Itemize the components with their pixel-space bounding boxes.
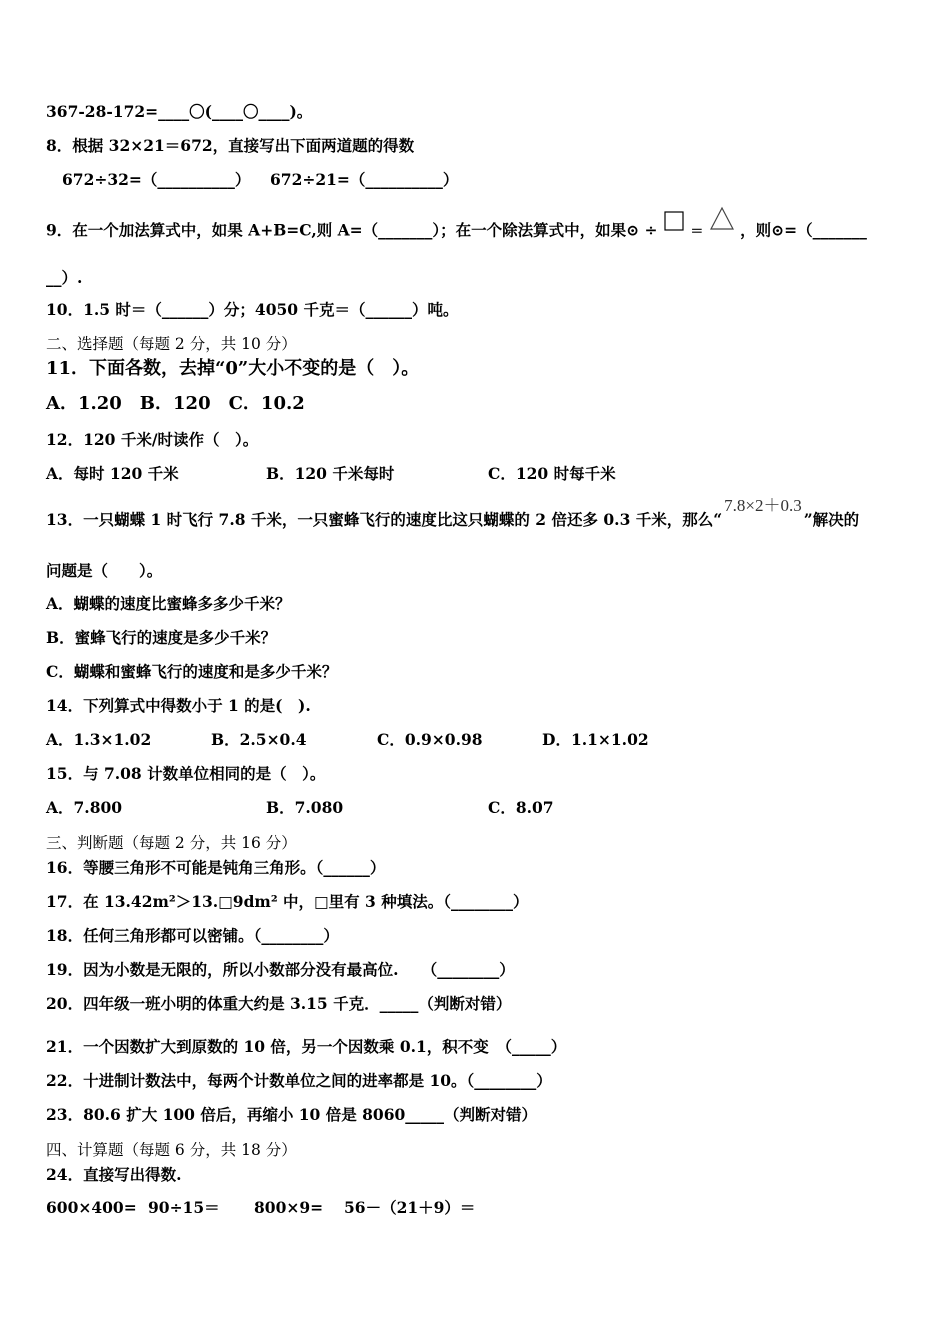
- option-15b-text: B．7.080: [266, 798, 344, 817]
- triangle-icon: [709, 216, 735, 247]
- option-13b-text: B．蜜蜂飞行的速度是多少千米？: [46, 628, 277, 647]
- option-15b: [266, 798, 343, 818]
- option-14a-text: A．1.3×1.02: [46, 730, 152, 749]
- option-15a: [46, 798, 122, 818]
- option-14a: [46, 730, 151, 750]
- question-9-text: 9．在一个加法算式中，如果 A+B=C,则 A=（_______）；在一个除法算式中，如果⊙ ÷: [46, 220, 658, 240]
- question-12: [46, 430, 258, 450]
- option-12c-text: C．120 时每千米: [488, 464, 616, 483]
- question-23-text: 23．80.6 扩大 100 倍后，再缩小 10 倍是 8060_____（判断对错）: [46, 1105, 538, 1124]
- question-21-text: 21．一个因数扩大到原数的 10 倍，另一个因数乘 0.1，积不变 （_____）: [46, 1037, 567, 1056]
- section-3-text: 三、判断题（每题 2 分，共 16 分）: [46, 834, 297, 852]
- question-9-cont-text: __）.: [46, 268, 83, 287]
- option-12b-text: B．120 千米每时: [266, 464, 395, 483]
- calc-item-b-text: 90÷15＝: [148, 1198, 220, 1217]
- question-10: [46, 300, 458, 320]
- option-13c-text: C．蝴蝶和蜜蜂飞行的速度和是多少千米？: [46, 662, 338, 681]
- option-15a-text: A．7.800: [46, 798, 123, 817]
- option-12b: [266, 464, 394, 484]
- option-14d: [542, 730, 649, 750]
- option-15c-text: C．8.07: [488, 798, 554, 817]
- question-20: [46, 994, 511, 1014]
- square-icon: [663, 218, 685, 245]
- question-19: [46, 960, 515, 980]
- calc-item-d: [344, 1198, 475, 1218]
- question-10-text: 10．1.5 时＝（______）分；4050 千克＝（______）吨。: [46, 300, 459, 319]
- option-14d-text: D．1.1×1.02: [542, 730, 649, 749]
- question-13-cont-text: 问题是（ ）。: [46, 561, 163, 580]
- calc-item-a: [46, 1198, 137, 1218]
- section-4-heading: [46, 1140, 297, 1160]
- question-8-text: 8．根据 32×21＝672，直接写出下面两道题的得数: [46, 136, 415, 155]
- section-4-text: 四、计算题（每题 6 分，共 18 分）: [46, 1141, 297, 1159]
- question-13: [46, 496, 860, 530]
- option-14b-text: B．2.5×0.4: [211, 730, 307, 749]
- option-13b: [46, 628, 276, 648]
- question-24-text: 24．直接写出得数.: [46, 1165, 182, 1184]
- section-3-heading: [46, 833, 297, 853]
- question-16: [46, 858, 385, 878]
- option-15c: [488, 798, 554, 818]
- question-22-text: 22．十进制计数法中，每两个计数单位之间的进率都是 10。（________）: [46, 1071, 552, 1090]
- question-12-text: 12．120 千米/时读作（ ）。: [46, 430, 259, 449]
- calc-item-a-text: 600×400=: [46, 1198, 137, 1217]
- question-15-text: 15．与 7.08 计数单位相同的是（ ）。: [46, 764, 326, 783]
- calc-item-d-text: 56－（21＋9）＝: [344, 1198, 476, 1217]
- question-9-continuation: [46, 268, 82, 288]
- question-21: [46, 1037, 566, 1057]
- expression-text: 367-28-172=____〇(____〇____)。: [46, 102, 313, 121]
- option-12a-text: A．每时 120 千米: [46, 464, 179, 483]
- option-13a: [46, 594, 291, 614]
- calc-item-b: [148, 1198, 220, 1218]
- question-14: [46, 696, 311, 716]
- question-13-continuation: [46, 561, 162, 581]
- q8-blank-b-text: 672÷21=（__________）: [270, 170, 459, 189]
- option-13c: [46, 662, 337, 682]
- section-2-text: 二、选择题（每题 2 分，共 10 分）: [46, 335, 297, 353]
- question-24: [46, 1165, 181, 1185]
- question-11-text: 11．下面各数，去掉“0”大小不变的是（ ）。: [46, 358, 420, 379]
- equals-sign: ＝: [690, 224, 704, 240]
- question-14-text: 14．下列算式中得数小于 1 的是( ).: [46, 696, 311, 715]
- question-8-blank-a: [62, 170, 250, 190]
- question-17-text: 17．在 13.42m²＞13.□9dm² 中，□里有 3 种填法。（________）: [46, 892, 529, 911]
- question-19-text: 19．因为小数是无限的，所以小数部分没有最高位. （________）: [46, 960, 515, 979]
- calc-item-c: [254, 1198, 323, 1218]
- expression-line: [46, 102, 312, 122]
- option-14c-text: C．0.9×0.98: [377, 730, 483, 749]
- option-12a: [46, 464, 179, 484]
- question-8: [46, 136, 414, 156]
- section-2-heading: [46, 334, 297, 354]
- question-16-text: 16．等腰三角形不可能是钝角三角形。（______）: [46, 858, 386, 877]
- question-20-text: 20．四年级一班小明的体重大约是 3.15 千克．_____（判断对错）: [46, 994, 512, 1013]
- option-12c: [488, 464, 616, 484]
- question-9: [46, 216, 867, 247]
- question-22: [46, 1071, 552, 1091]
- calc-item-c-text: 800×9=: [254, 1198, 324, 1217]
- question-9-tail: ，则⊙=（_______: [740, 220, 867, 240]
- option-14c: [377, 730, 483, 750]
- question-8-blank-b: [270, 170, 458, 190]
- question-17: [46, 892, 528, 912]
- question-15: [46, 764, 325, 784]
- question-13-tail: ”解决的: [803, 510, 860, 529]
- question-23: [46, 1105, 537, 1125]
- question-11: [46, 359, 419, 379]
- option-13a-text: A．蝴蝶的速度比蜜蜂多多少千米？: [46, 594, 291, 613]
- q8-blank-a-text: 672÷32=（__________）: [62, 170, 251, 189]
- question-18: [46, 926, 339, 946]
- formula-image-text: 7.8×2＋0.3: [724, 496, 802, 515]
- question-11-options: [46, 394, 305, 414]
- option-14b: [211, 730, 307, 750]
- question-11-options-text: A．1.20 B．120 C．10.2: [46, 393, 305, 414]
- question-13-text: 13．一只蝴蝶 1 时飞行 7.8 千米，一只蜜蜂飞行的速度比这只蝴蝶的 2 倍还多 0.3 千米，那么“: [46, 510, 723, 529]
- question-18-text: 18．任何三角形都可以密铺。（________）: [46, 926, 339, 945]
